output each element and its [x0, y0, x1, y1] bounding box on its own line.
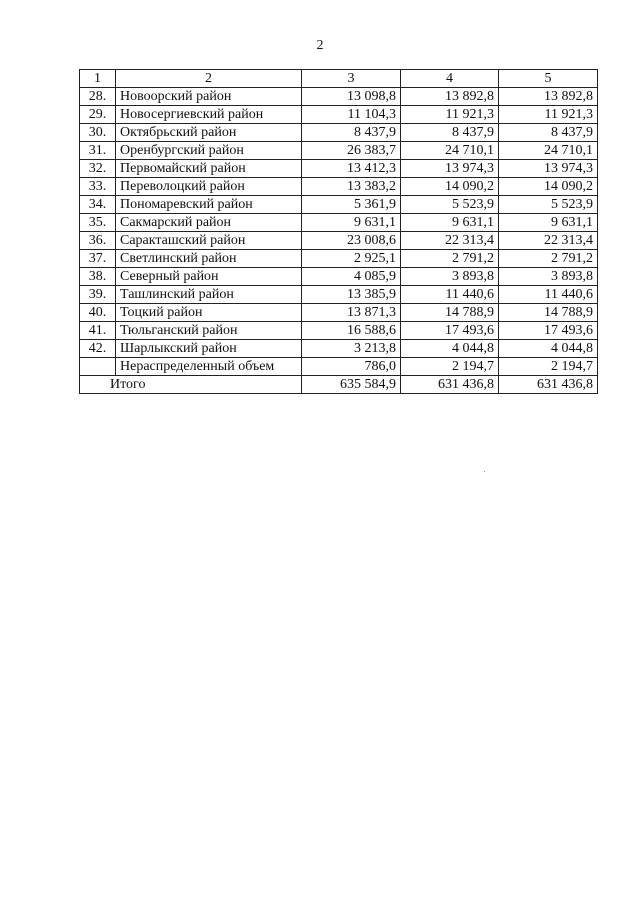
value-col-5: 14 090,2 — [499, 178, 598, 196]
value-col-5: 2 194,7 — [499, 358, 598, 376]
header-col-1: 1 — [80, 70, 116, 88]
table-row — [80, 232, 598, 250]
value-col-3: 8 437,9 — [302, 124, 401, 142]
row-number: 34. — [80, 196, 116, 214]
scan-speck — [484, 471, 485, 472]
value-col-4: 13 974,3 — [401, 160, 499, 178]
district-name: Переволоцкий район — [116, 178, 302, 196]
district-name: Сакмарский район — [116, 214, 302, 232]
row-number: 31. — [80, 142, 116, 160]
value-col-4: 14 788,9 — [401, 304, 499, 322]
value-col-5: 11 440,6 — [499, 286, 598, 304]
row-number: 42. — [80, 340, 116, 358]
value-col-3: 5 361,9 — [302, 196, 401, 214]
value-col-4: 11 921,3 — [401, 106, 499, 124]
table-row — [80, 106, 598, 124]
table-row — [80, 178, 598, 196]
total-col-5: 631 436,8 — [499, 376, 598, 394]
table-header — [80, 70, 598, 88]
value-col-5: 22 313,4 — [499, 232, 598, 250]
header-col-3: 3 — [302, 70, 401, 88]
district-name: Шарлыкский район — [116, 340, 302, 358]
value-col-3: 9 631,1 — [302, 214, 401, 232]
table-row — [80, 286, 598, 304]
row-number: 32. — [80, 160, 116, 178]
row-number — [80, 358, 116, 376]
table-row — [80, 250, 598, 268]
table-row — [80, 340, 598, 358]
table-row — [80, 322, 598, 340]
district-name: Саракташский район — [116, 232, 302, 250]
district-name: Нераспределенный объем — [116, 358, 302, 376]
total-row — [80, 376, 598, 394]
total-col-4: 631 436,8 — [401, 376, 499, 394]
table-footer — [80, 376, 598, 394]
value-col-3: 11 104,3 — [302, 106, 401, 124]
district-name: Первомайский район — [116, 160, 302, 178]
table-body — [80, 88, 598, 376]
page-number: 2 — [316, 38, 324, 53]
value-col-4: 5 523,9 — [401, 196, 499, 214]
value-col-3: 13 871,3 — [302, 304, 401, 322]
row-number: 37. — [80, 250, 116, 268]
row-number: 39. — [80, 286, 116, 304]
value-col-3: 2 925,1 — [302, 250, 401, 268]
row-number: 41. — [80, 322, 116, 340]
value-col-5: 8 437,9 — [499, 124, 598, 142]
row-number: 40. — [80, 304, 116, 322]
row-number: 29. — [80, 106, 116, 124]
budget-table — [79, 69, 598, 394]
value-col-5: 17 493,6 — [499, 322, 598, 340]
value-col-4: 14 090,2 — [401, 178, 499, 196]
value-col-5: 9 631,1 — [499, 214, 598, 232]
total-col-3: 635 584,9 — [302, 376, 401, 394]
table-row — [80, 142, 598, 160]
row-number: 33. — [80, 178, 116, 196]
header-row — [80, 70, 598, 88]
table-row — [80, 358, 598, 376]
value-col-3: 13 385,9 — [302, 286, 401, 304]
value-col-5: 13 974,3 — [499, 160, 598, 178]
table-row — [80, 268, 598, 286]
row-number: 30. — [80, 124, 116, 142]
header-col-2: 2 — [116, 70, 302, 88]
value-col-3: 23 008,6 — [302, 232, 401, 250]
value-col-4: 8 437,9 — [401, 124, 499, 142]
value-col-4: 2 194,7 — [401, 358, 499, 376]
table-row — [80, 304, 598, 322]
district-name: Октябрьский район — [116, 124, 302, 142]
value-col-5: 13 892,8 — [499, 88, 598, 106]
value-col-5: 24 710,1 — [499, 142, 598, 160]
district-name: Ташлинский район — [116, 286, 302, 304]
district-name: Светлинский район — [116, 250, 302, 268]
row-number: 36. — [80, 232, 116, 250]
row-number: 38. — [80, 268, 116, 286]
value-col-3: 13 383,2 — [302, 178, 401, 196]
value-col-4: 9 631,1 — [401, 214, 499, 232]
value-col-4: 13 892,8 — [401, 88, 499, 106]
value-col-4: 17 493,6 — [401, 322, 499, 340]
value-col-4: 24 710,1 — [401, 142, 499, 160]
district-name: Тоцкий район — [116, 304, 302, 322]
value-col-3: 13 098,8 — [302, 88, 401, 106]
value-col-3: 4 085,9 — [302, 268, 401, 286]
value-col-4: 4 044,8 — [401, 340, 499, 358]
value-col-5: 5 523,9 — [499, 196, 598, 214]
value-col-4: 11 440,6 — [401, 286, 499, 304]
row-number: 28. — [80, 88, 116, 106]
value-col-3: 786,0 — [302, 358, 401, 376]
total-label: Итого — [80, 376, 302, 394]
value-col-3: 13 412,3 — [302, 160, 401, 178]
value-col-4: 2 791,2 — [401, 250, 499, 268]
table-row — [80, 88, 598, 106]
district-name: Новоорский район — [116, 88, 302, 106]
table-row — [80, 124, 598, 142]
district-name: Северный район — [116, 268, 302, 286]
row-number: 35. — [80, 214, 116, 232]
table-row — [80, 160, 598, 178]
district-name: Новосергиевский район — [116, 106, 302, 124]
value-col-3: 26 383,7 — [302, 142, 401, 160]
value-col-5: 14 788,9 — [499, 304, 598, 322]
value-col-5: 2 791,2 — [499, 250, 598, 268]
value-col-5: 11 921,3 — [499, 106, 598, 124]
value-col-3: 16 588,6 — [302, 322, 401, 340]
district-name: Оренбургский район — [116, 142, 302, 160]
table-row — [80, 214, 598, 232]
value-col-4: 22 313,4 — [401, 232, 499, 250]
value-col-5: 3 893,8 — [499, 268, 598, 286]
header-col-4: 4 — [401, 70, 499, 88]
value-col-3: 3 213,8 — [302, 340, 401, 358]
value-col-5: 4 044,8 — [499, 340, 598, 358]
district-name: Пономаревский район — [116, 196, 302, 214]
table-row — [80, 196, 598, 214]
header-col-5: 5 — [499, 70, 598, 88]
value-col-4: 3 893,8 — [401, 268, 499, 286]
district-name: Тюльганский район — [116, 322, 302, 340]
